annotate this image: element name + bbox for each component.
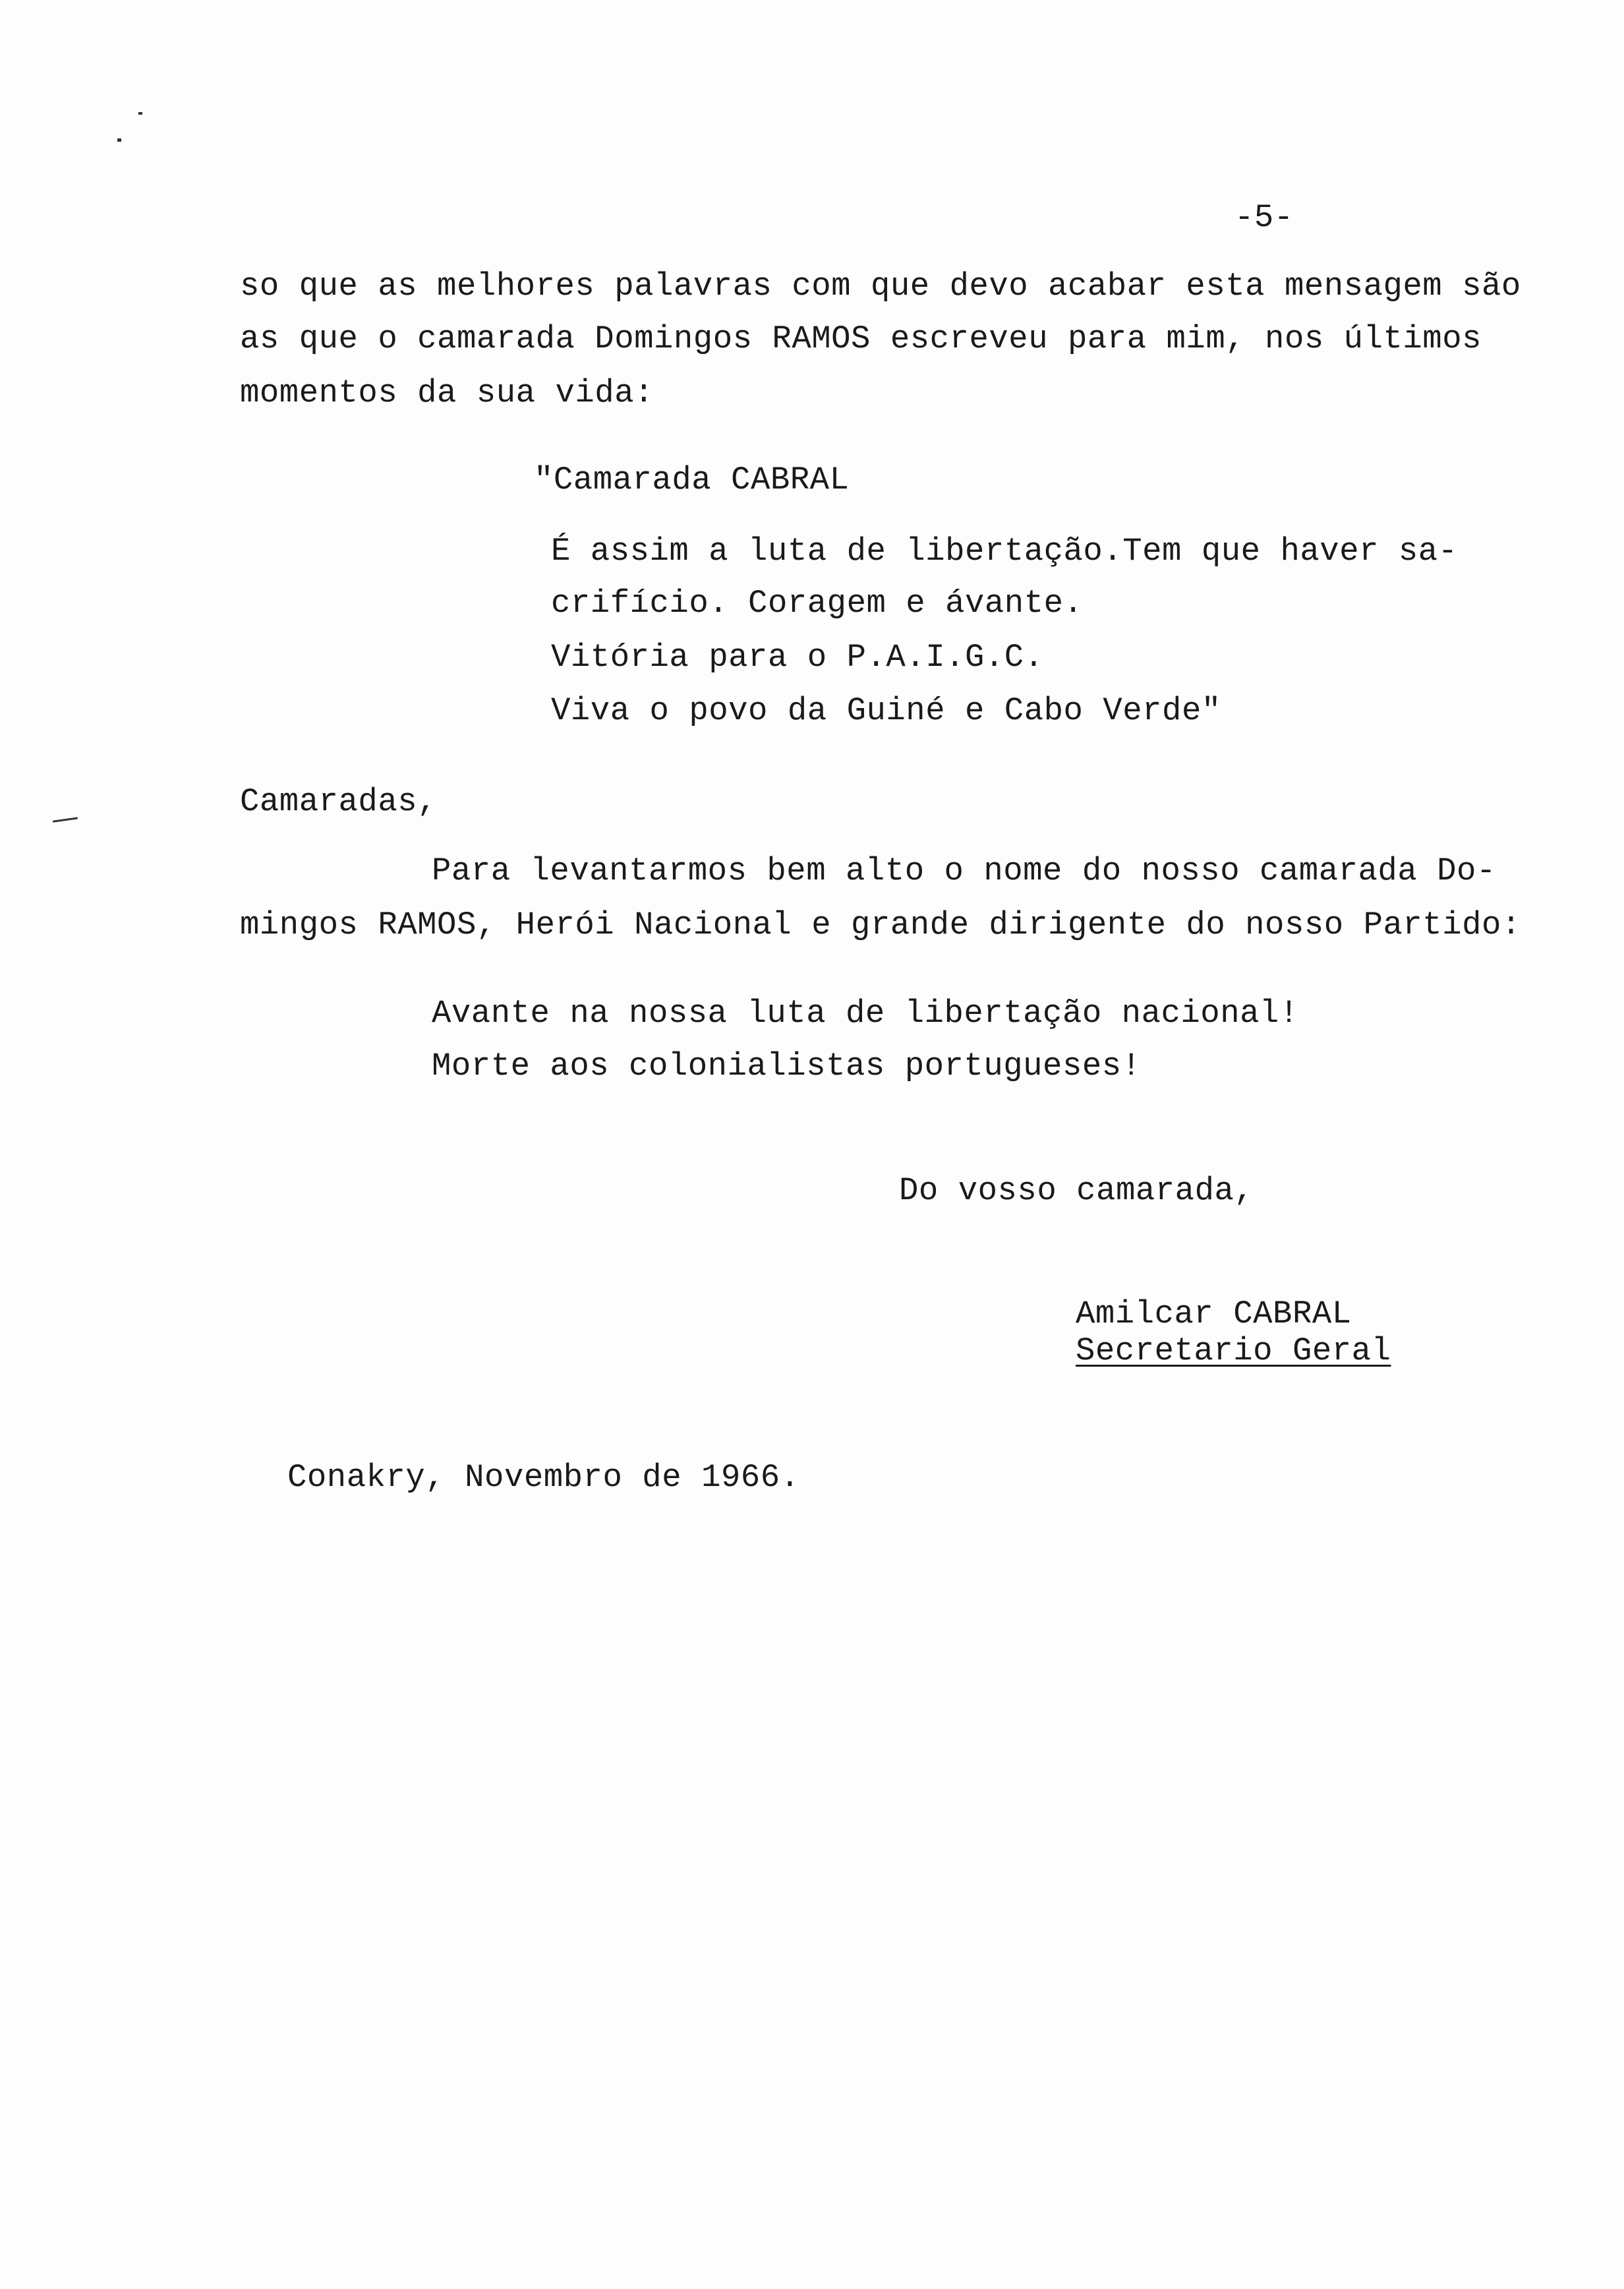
page-number: -5-	[1234, 199, 1294, 236]
paragraph-line-2: mingos RAMOS, Herói Nacional e grande dirigente do nosso Partido:	[240, 907, 1521, 943]
slogan-line-2: Morte aos colonialistas portugueses!	[432, 1048, 1142, 1085]
quote-line-5: Viva o povo da Guiné e Cabo Verde"	[551, 692, 1221, 729]
intro-line-3: momentos da sua vida:	[240, 374, 654, 411]
intro-line-1: so que as melhores palavras com que devo acabar esta mensagem são	[240, 268, 1521, 305]
signature-name: Amilcar CABRAL	[1076, 1295, 1352, 1332]
quote-line-1: "Camarada CABRAL	[534, 461, 850, 498]
quote-line-3: crifício. Coragem e ávante.	[551, 585, 1084, 622]
intro-line-2: as que o camarada Domingos RAMOS escreveu para mim, nos últimos	[240, 320, 1482, 357]
paragraph-line-1: Para levantarmos bem alto o nome do nosso camarada Do-	[432, 852, 1496, 889]
slogan-line-1: Avante na nossa luta de libertação nacional!	[432, 995, 1299, 1032]
quote-line-2: É assim a luta de libertação.Tem que haver sa-	[551, 533, 1458, 570]
signature-title: Secretario Geral	[1076, 1332, 1391, 1369]
scan-mark	[138, 112, 142, 115]
scan-mark	[53, 817, 78, 822]
quote-line-4: Vitória para o P.A.I.G.C.	[551, 639, 1044, 676]
scan-mark	[117, 138, 121, 142]
salutation: Camaradas,	[240, 783, 438, 820]
closing: Do vosso camarada,	[899, 1172, 1254, 1209]
place-date: Conakry, Novembro de 1966.	[287, 1459, 800, 1496]
